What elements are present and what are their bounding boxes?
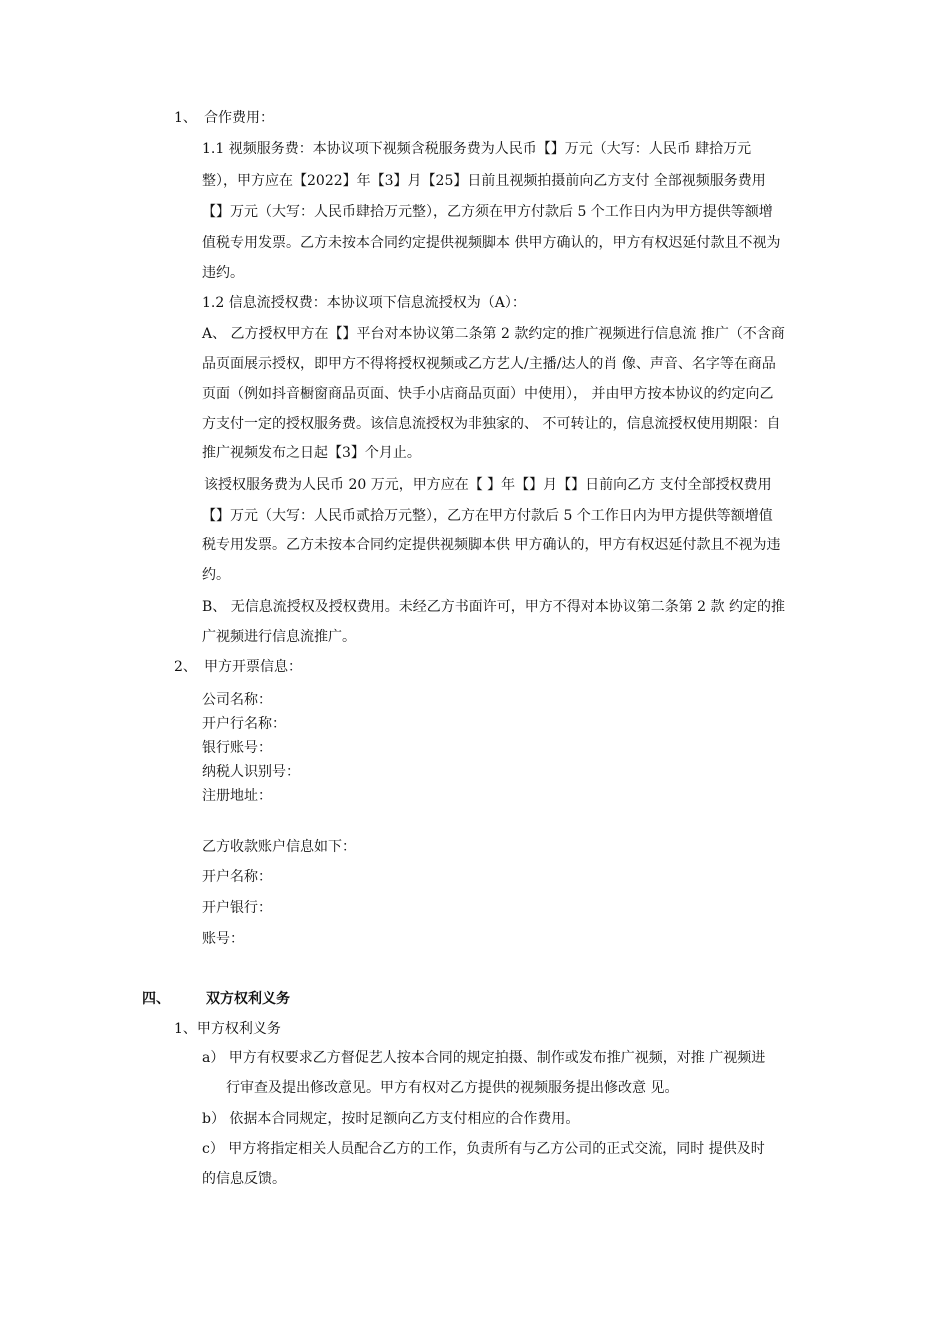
option-a-line-4: 方支付一定的授权服务费。该信息流授权为非独家的、 不可转让的，信息流授权使用期限：自 — [202, 416, 781, 432]
receiver-account-name: 开户名称： — [202, 869, 272, 885]
option-a-line-1: A、 乙方授权甲方在【】平台对本协议第二条第 2 款约定的推广视频进行信息流 推广（不含商 — [202, 326, 785, 342]
invoice-taxpayer-id: 纳税人识别号： — [202, 764, 300, 780]
fee-line-3: 税专用发票。乙方未按本合同约定提供视频脚本供 甲方确认的，甲方有权迟延付款且不视为违 — [202, 537, 781, 553]
item-1-title: 合作费用： — [204, 110, 274, 126]
clause-b: b） 依据本合同规定，按时足额向乙方支付相应的合作费用。 — [202, 1111, 580, 1127]
invoice-company-name: 公司名称： — [202, 692, 272, 708]
item-2-title: 甲方开票信息： — [204, 659, 302, 675]
section-4-sub-1: 1、甲方权利义务 — [174, 1021, 281, 1037]
invoice-registered-address: 注册地址： — [202, 788, 272, 804]
clause-c-line-2: 的信息反馈。 — [202, 1171, 286, 1187]
clause-a-line-2: 行审查及提出修改意见。甲方有权对乙方提供的视频服务提出修改意 见。 — [226, 1080, 679, 1096]
p11-line-1: 1.1 视频服务费：本协议项下视频含税服务费为人民币【】万元（大写：人民币 肆拾万元 — [202, 141, 752, 157]
p11-line-4: 值税专用发票。乙方未按本合同约定提供视频脚本 供甲方确认的，甲方有权迟延付款且不视为 — [202, 235, 781, 251]
receiver-bank: 开户银行： — [202, 900, 272, 916]
option-b-line-1: B、 无信息流授权及授权费用。未经乙方书面许可，甲方不得对本协议第二条第 2 款 约定的推 — [202, 599, 785, 615]
option-b-line-2: 广视频进行信息流推广。 — [202, 629, 356, 645]
option-a-line-5: 推广视频发布之日起【3】个月止。 — [202, 445, 421, 461]
receiver-title: 乙方收款账户信息如下： — [202, 839, 356, 855]
p11-line-5: 违约。 — [202, 265, 244, 281]
item-2-number: 2、 — [174, 659, 197, 675]
fee-line-2: 【】万元（大写：人民币贰拾万元整），乙方在甲方付款后 5 个工作日内为甲方提供等额增值 — [202, 508, 773, 524]
clause-a-line-1: a） 甲方有权要求乙方督促艺人按本合同的规定拍摄、制作或发布推广视频，对推 广视频进 — [202, 1050, 766, 1066]
clause-c-line-1: c） 甲方将指定相关人员配合乙方的工作，负责所有与乙方公司的正式交流，同时 提供及时 — [202, 1141, 765, 1157]
p11-line-2: 整），甲方应在【2022】年【3】月【25】日前且视频拍摄前向乙方支付 全部视频服务费用 — [202, 173, 766, 189]
invoice-bank-name: 开户行名称： — [202, 716, 286, 732]
p12-title: 1.2 信息流授权费：本协议项下信息流授权为（A）： — [202, 295, 526, 311]
item-1-number: 1、 — [174, 110, 197, 126]
section-4-number: 四、 — [142, 991, 170, 1007]
fee-line-1: 该授权服务费为人民币 20 万元，甲方应在【 】年【】月【】日前向乙方 支付全部授权费用 — [204, 477, 772, 493]
option-a-line-3: 页面（例如抖音橱窗商品页面、快手小店商品页面）中使用）， 并由甲方按本协议的约定向乙 — [202, 386, 774, 402]
p11-line-3: 【】万元（大写：人民币肆拾万元整），乙方须在甲方付款后 5 个工作日内为甲方提供等额增 — [202, 204, 773, 220]
invoice-bank-account: 银行账号： — [202, 740, 272, 756]
fee-line-4: 约。 — [202, 567, 230, 583]
option-a-line-2: 品页面展示授权，即甲方不得将授权视频或乙方艺人/主播/达人的肖 像、声音、名字等在商品 — [202, 356, 776, 372]
section-4-title: 双方权利义务 — [206, 991, 290, 1007]
receiver-account-number: 账号： — [202, 931, 244, 947]
